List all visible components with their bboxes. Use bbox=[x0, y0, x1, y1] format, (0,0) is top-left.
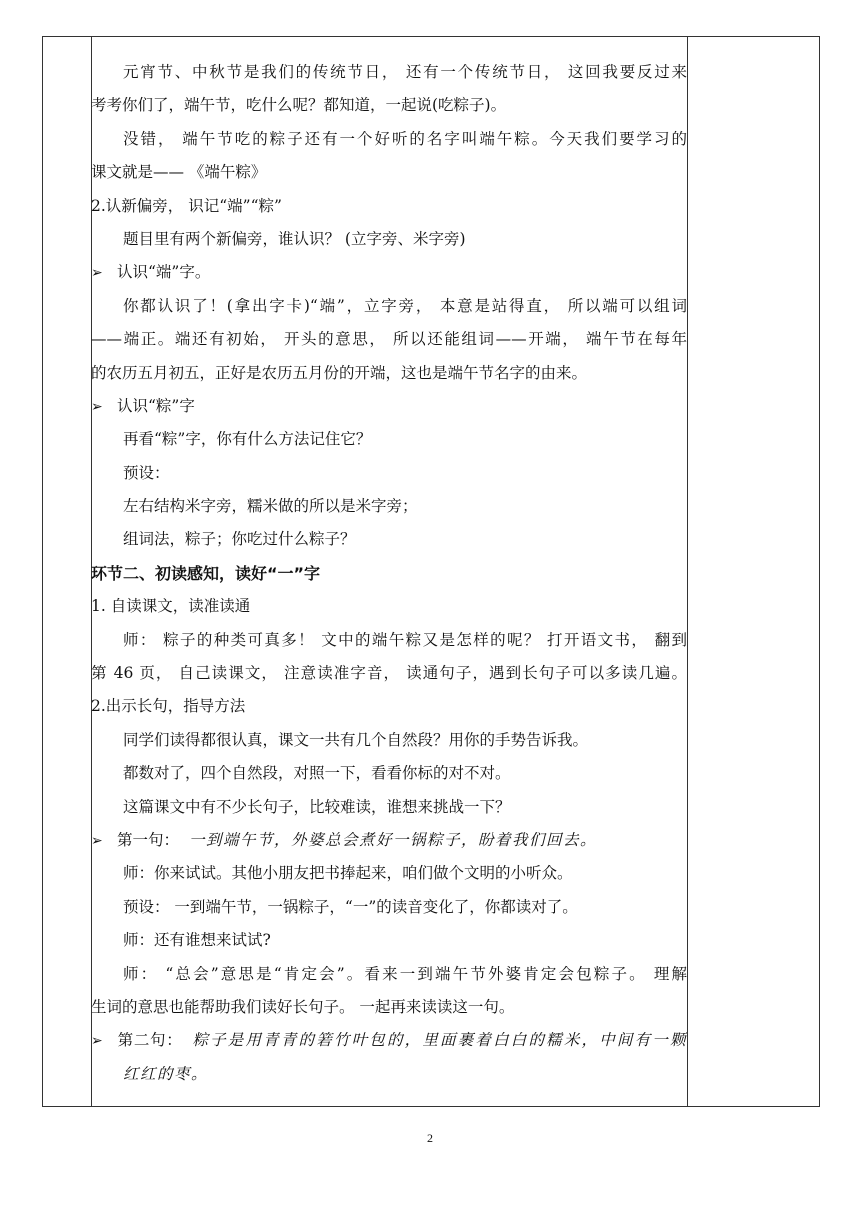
line-text: 1. 自读课文，读准读通 bbox=[91, 597, 251, 616]
bullet-arrow-icon: ➢ bbox=[91, 1033, 103, 1050]
text-line bbox=[91, 423, 687, 456]
line-text: ——端正。端还有初始， 开头的意思， 所以还能组词——开端， 端午节在每年 bbox=[91, 330, 687, 349]
line-text: 课文就是—— 《端午粽》 bbox=[91, 163, 267, 182]
text-line bbox=[91, 590, 687, 623]
text-line bbox=[91, 56, 687, 89]
text-line bbox=[91, 1058, 687, 1091]
line-text: 师：你来试试。其他小朋友把书捧起来，咱们做个文明的小听众。 bbox=[123, 864, 573, 883]
line-text: 师： “总会”意思是“肯定会”。看来一到端午节外婆肯定会包粽子。 理解 bbox=[123, 964, 687, 983]
section-heading bbox=[91, 557, 687, 590]
bullet-arrow-icon: ➢ bbox=[91, 832, 103, 849]
bullet-arrow-icon: ➢ bbox=[91, 265, 103, 282]
line-text: 预设： bbox=[123, 463, 170, 482]
sentence-label: 第二句： bbox=[117, 1031, 183, 1050]
text-line bbox=[91, 824, 687, 857]
text-line bbox=[91, 857, 687, 890]
text-line bbox=[91, 89, 687, 122]
text-line bbox=[91, 323, 687, 356]
line-text: 再看“粽”字，你有什么方法记住它？ bbox=[123, 430, 372, 449]
line-text: 没错， 端午节吃的粽子还有一个好听的名字叫端午粽。今天我们要学习的 bbox=[123, 129, 687, 148]
text-line bbox=[91, 924, 687, 957]
text-line bbox=[91, 123, 687, 156]
quoted-sentence: 一到端午节，外婆总会煮好一锅粽子，盼着我们回去。 bbox=[189, 830, 598, 849]
text-line bbox=[91, 490, 687, 523]
line-text: 师：还有谁想来试试? bbox=[123, 931, 271, 950]
lesson-content bbox=[91, 56, 687, 1091]
text-line bbox=[91, 156, 687, 189]
line-text: 认识“端”字。 bbox=[117, 263, 211, 282]
text-line bbox=[91, 624, 687, 657]
sentence-label: 第一句： bbox=[117, 830, 180, 849]
text-line bbox=[91, 891, 687, 924]
text-line bbox=[91, 724, 687, 757]
bullet-arrow-icon: ➢ bbox=[91, 398, 103, 415]
text-line bbox=[91, 791, 687, 824]
line-text: 组词法，粽子；你吃过什么粽子？ bbox=[123, 530, 356, 549]
text-line bbox=[91, 390, 687, 423]
line-text: 认识“粽”字 bbox=[117, 396, 195, 415]
line-text: 预设： 一到端午节，一锅粽子，“一”的读音变化了，你都读对了。 bbox=[123, 897, 578, 916]
line-text: 的农历五月初五，正好是农历五月份的开端，这也是端午节名字的由来。 bbox=[91, 363, 588, 382]
line-text: 左右结构米字旁，糯米做的所以是米字旁； bbox=[123, 497, 418, 516]
column-divider-right bbox=[687, 37, 688, 1106]
text-line bbox=[91, 657, 687, 690]
line-text: 2.认新偏旁， 识记“端”“粽” bbox=[91, 196, 282, 215]
line-text: 同学们读得都很认真，课文一共有几个自然段？用你的手势告诉我。 bbox=[123, 730, 589, 749]
text-line bbox=[91, 457, 687, 490]
text-line bbox=[91, 690, 687, 723]
line-text: 你都认识了！(拿出字卡)“端”，立字旁， 本意是站得直， 所以端可以组词 bbox=[123, 296, 687, 315]
line-text: 环节二、初读感知，读好“一”字 bbox=[91, 563, 321, 583]
line-text: 2.出示长句，指导方法 bbox=[91, 697, 246, 716]
line-text: 这篇课文中有不少长句子，比较难读，谁想来挑战一下？ bbox=[123, 797, 511, 816]
text-line bbox=[91, 256, 687, 289]
text-line bbox=[91, 290, 687, 323]
quoted-sentence: 红红的枣。 bbox=[123, 1064, 209, 1083]
text-line bbox=[91, 757, 687, 790]
text-line bbox=[91, 958, 687, 991]
text-line bbox=[91, 523, 687, 556]
line-text: 师： 粽子的种类可真多！ 文中的端午粽又是怎样的呢？ 打开语文书， 翻到 bbox=[123, 630, 687, 649]
text-line bbox=[91, 223, 687, 256]
quoted-sentence: 粽子是用青青的箬竹叶包的，里面裹着白白的糯米，中间有一颗 bbox=[192, 1031, 687, 1050]
line-text: 生词的意思也能帮助我们读好长句子。 一起再来读读这一句。 bbox=[91, 997, 515, 1016]
text-line bbox=[91, 1024, 687, 1057]
line-text: 都数对了，四个自然段，对照一下，看看你标的对不对。 bbox=[123, 764, 511, 783]
text-line bbox=[91, 991, 687, 1024]
line-text: 第 46 页， 自己读课文， 注意读准字音， 读通句子，遇到长句子可以多读几遍。 bbox=[91, 664, 687, 683]
line-text: 考考你们了，端午节，吃什么呢？都知道，一起说(吃粽子)。 bbox=[91, 96, 507, 115]
text-line bbox=[91, 190, 687, 223]
line-text: 题目里有两个新偏旁，谁认识？ (立字旁、米字旁) bbox=[123, 229, 466, 248]
text-line bbox=[91, 357, 687, 390]
page-number: 2 bbox=[427, 1131, 433, 1145]
line-text: 元宵节、中秋节是我们的传统节日， 还有一个传统节日， 这回我要反过来 bbox=[123, 63, 687, 81]
